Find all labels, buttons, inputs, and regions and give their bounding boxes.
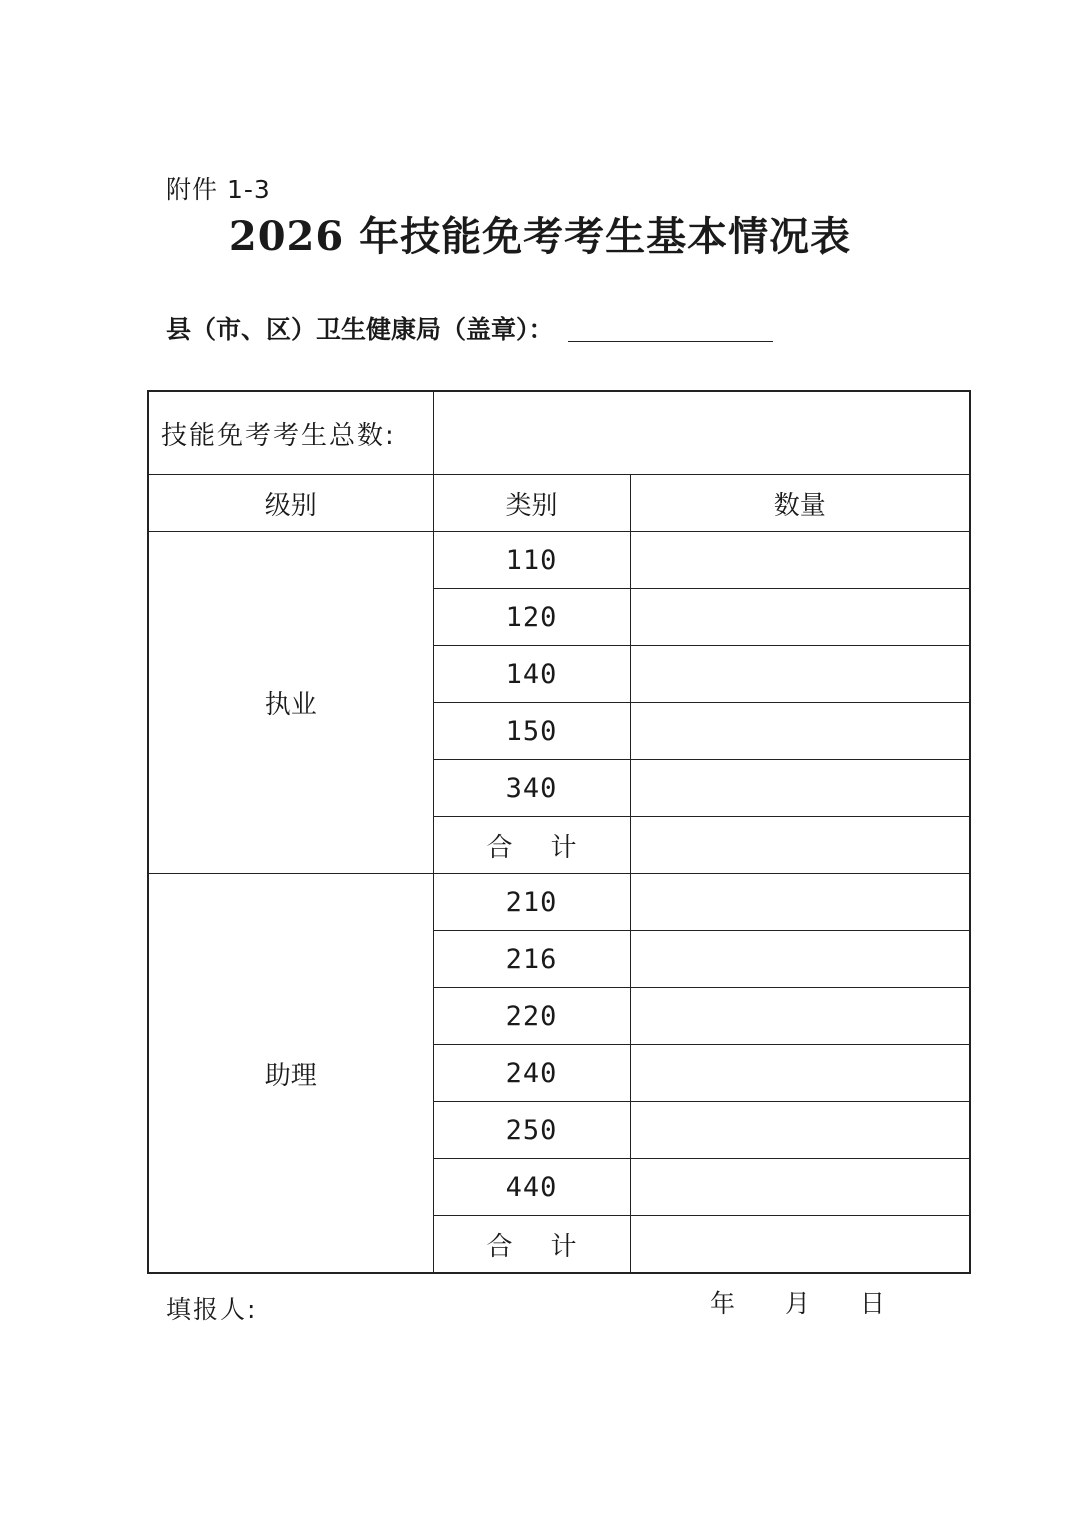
- quantity-cell[interactable]: [630, 988, 970, 1045]
- subtotal-quantity-cell[interactable]: [630, 817, 970, 874]
- category-cell: 150: [433, 703, 630, 760]
- category-cell: 240: [433, 1045, 630, 1102]
- info-table: [147, 390, 971, 1274]
- agency-label: 县（市、区）卫生健康局（盖章）：: [166, 315, 554, 344]
- date-year: 年: [710, 1289, 736, 1318]
- page-title: 2026 年技能免考考生基本情况表: [228, 213, 852, 260]
- subtotal-char: 计: [550, 832, 577, 863]
- category-cell: 440: [433, 1159, 630, 1216]
- quantity-cell[interactable]: [630, 1102, 970, 1159]
- agency-line: [166, 310, 773, 346]
- level-cell-practicing: 执业: [148, 532, 433, 874]
- quantity-cell[interactable]: [630, 760, 970, 817]
- attachment-label: 附件 1-3: [166, 175, 271, 204]
- header-row: [148, 475, 970, 532]
- category-cell: 110: [433, 532, 630, 589]
- subtotal-char: 合: [486, 1231, 513, 1262]
- quantity-cell[interactable]: [630, 646, 970, 703]
- table-row: [148, 532, 970, 589]
- table-row: [148, 874, 970, 931]
- category-cell: 250: [433, 1102, 630, 1159]
- header-quantity: 数量: [630, 475, 970, 532]
- quantity-cell[interactable]: [630, 931, 970, 988]
- quantity-cell[interactable]: [630, 874, 970, 931]
- total-row: [148, 391, 970, 475]
- date-day: 日: [860, 1289, 886, 1318]
- subtotal-quantity-cell[interactable]: [630, 1216, 970, 1274]
- subtotal-label: [433, 1216, 630, 1274]
- header-category: 类别: [433, 475, 630, 532]
- quantity-cell[interactable]: [630, 1159, 970, 1216]
- quantity-cell[interactable]: [630, 589, 970, 646]
- subtotal-label: [433, 817, 630, 874]
- quantity-cell[interactable]: [630, 703, 970, 760]
- filler-label: 填报人:: [166, 1295, 258, 1324]
- subtotal-char: 合: [486, 832, 513, 863]
- header-level: 级别: [148, 475, 433, 532]
- quantity-cell[interactable]: [630, 532, 970, 589]
- subtotal-char: 计: [550, 1231, 577, 1262]
- quantity-cell[interactable]: [630, 1045, 970, 1102]
- total-value-cell[interactable]: [433, 391, 970, 475]
- category-cell: 220: [433, 988, 630, 1045]
- category-cell: 216: [433, 931, 630, 988]
- total-label: 技能免考考生总数:: [148, 391, 433, 475]
- level-cell-assistant: 助理: [148, 874, 433, 1274]
- agency-blank-field[interactable]: [568, 317, 773, 342]
- date-line: [710, 1284, 885, 1320]
- category-cell: 120: [433, 589, 630, 646]
- date-month: 月: [785, 1289, 811, 1318]
- category-cell: 140: [433, 646, 630, 703]
- category-cell: 210: [433, 874, 630, 931]
- category-cell: 340: [433, 760, 630, 817]
